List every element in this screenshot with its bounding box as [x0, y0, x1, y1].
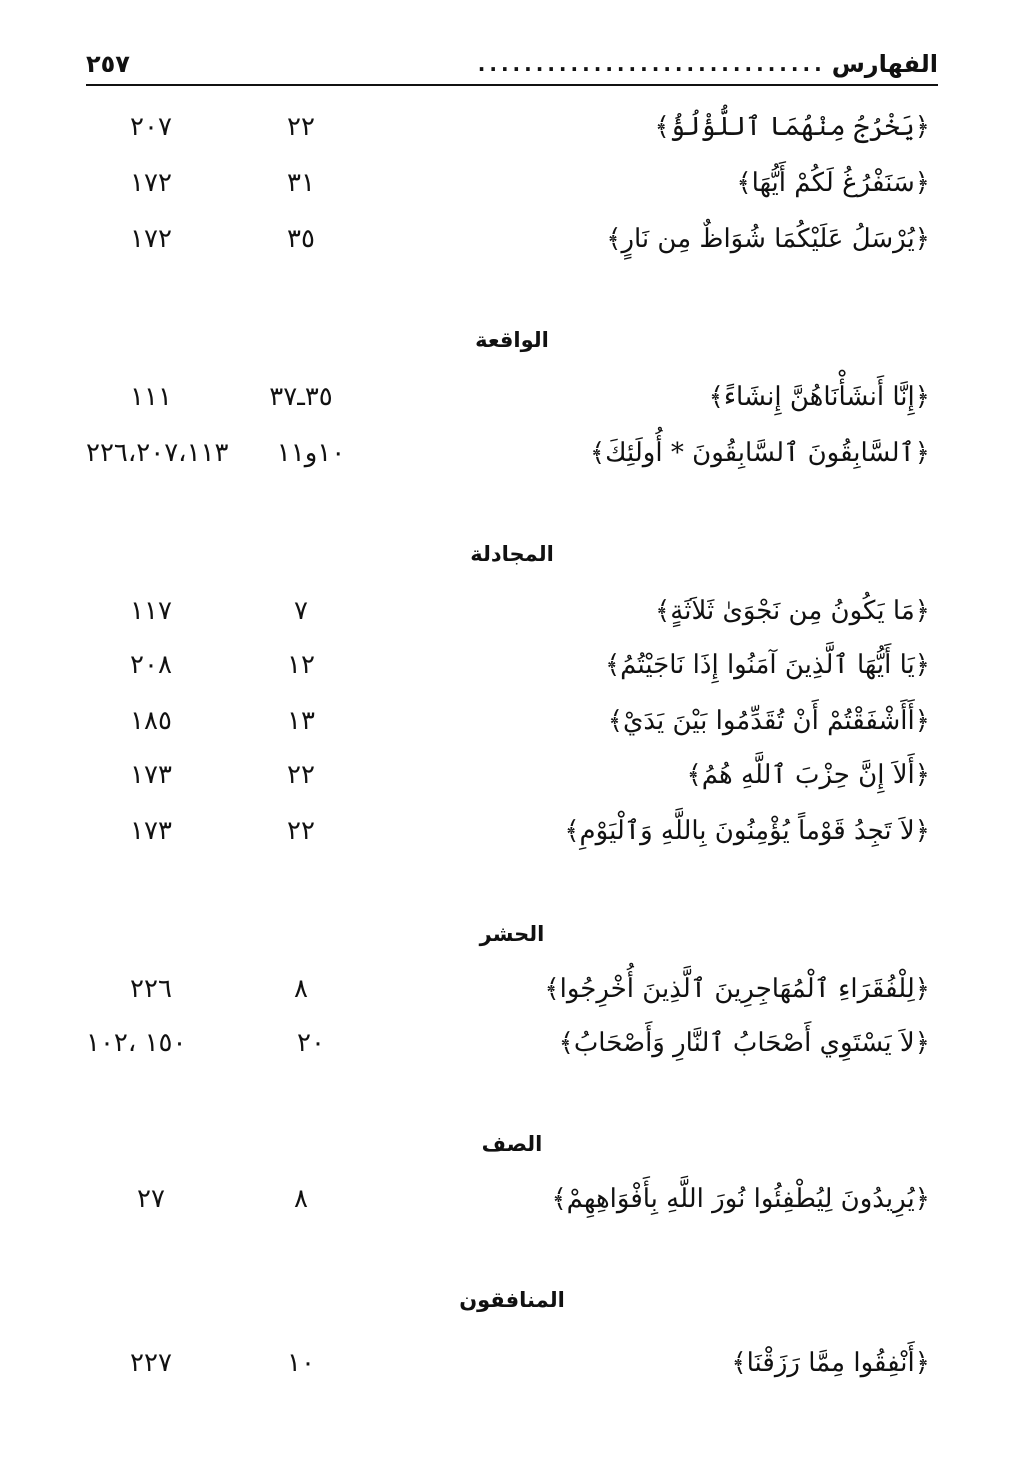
page-references: ١١١ [130, 382, 172, 412]
verse-text: ﴿أَنْفِقُوا مِمَّا رَزَقْنَا﴾ [731, 1348, 930, 1378]
page-references: ١٧٣ [130, 760, 172, 790]
ayah-number: ١٠ [287, 1348, 315, 1378]
header-leader-dots: .............................. [477, 52, 826, 76]
index-entry [86, 374, 938, 420]
page-references: ١١٧ [130, 596, 172, 626]
index-entry [86, 698, 938, 744]
page-references: ٢٢٦ [130, 974, 172, 1004]
page-references: ٢٢٦،٢٠٧،١١٣ [86, 438, 229, 468]
index-entry [86, 808, 938, 854]
page-references: ١٧٢ [130, 168, 172, 198]
verse-text: ﴿أَأَشْفَقْتُمْ أَنْ تُقَدِّمُوا بَيْنَ يَدَيْ﴾ [607, 706, 930, 736]
ayah-number: ٢٠ [297, 1028, 325, 1058]
page-references: ٢٠٨ [130, 650, 172, 680]
index-entry [86, 642, 938, 688]
page-references: ٢٧ [137, 1184, 165, 1214]
ayah-number: ٢٢ [287, 112, 315, 142]
verse-text: ﴿يُرِيدُونَ لِيُطْفِئُوا نُورَ اللَّهِ بِأَفْوَاهِهِمْ﴾ [551, 1184, 930, 1214]
surah-heading: المنافقون [459, 1288, 565, 1312]
surah-heading: الحشر [479, 922, 545, 946]
index-entry [86, 1020, 938, 1066]
verse-text: ﴿لِلْفُقَرَاءِ ٱلْمُهَاجِرِينَ ٱلَّذِينَ أُخْرِجُوا﴾ [544, 974, 930, 1004]
ayah-number: ١٢ [287, 650, 315, 680]
verse-text: ﴿يَخْرُجُ مِنْهُمَا ٱللُّؤْلُؤُ﴾ [654, 112, 930, 142]
index-entry [86, 588, 938, 634]
index-entry [86, 430, 938, 476]
ayah-number: ٢٢ [287, 816, 315, 846]
page-references: ٢٠٧ [130, 112, 172, 142]
ayah-number: ٧ [294, 596, 308, 626]
ayah-number: ٣٥ [287, 224, 315, 254]
page-references: ١٨٥ [130, 706, 172, 736]
verse-text: ﴿ٱلسَّابِقُونَ ٱلسَّابِقُونَ * أُولَئِكَ﴾ [589, 438, 930, 468]
ayah-number: ١٣ [287, 706, 315, 736]
running-header [86, 44, 938, 86]
verse-text: ﴿يُرْسَلُ عَلَيْكُمَا شُوَاظٌ مِن نَارٍ﴾ [606, 224, 930, 254]
surah-heading: الواقعة [475, 328, 549, 352]
index-entry [86, 104, 938, 150]
page-references: ١٧٢ [130, 224, 172, 254]
index-entry [86, 160, 938, 206]
header-title: الفهارس [831, 50, 938, 78]
ayah-number: ٢٢ [287, 760, 315, 790]
ayah-number: ٣١ [287, 168, 315, 198]
verse-text: ﴿لاَ يَسْتَوِي أَصْحَابُ ٱلنَّارِ وَأَصْحَابُ﴾ [558, 1028, 930, 1058]
index-entry [86, 1340, 938, 1386]
surah-heading: المجادلة [470, 542, 554, 566]
surah-heading: الصف [481, 1132, 543, 1156]
ayah-number: ٣٥ـ٣٧ [269, 382, 333, 412]
page-references: ٢٢٧ [130, 1348, 172, 1378]
verse-text: ﴿لاَ تَجِدُ قَوْماً يُؤْمِنُونَ بِاللَّهِ وَٱلْيَوْمِ﴾ [564, 816, 930, 846]
index-entry [86, 966, 938, 1012]
verse-text: ﴿إِنَّا أَنشَأْنَاهُنَّ إِنشَاءً﴾ [708, 382, 930, 412]
verse-text: ﴿يَا أَيُّهَا ٱلَّذِينَ آمَنُوا إِذَا نَاجَيْتُمُ﴾ [604, 650, 930, 680]
verse-text: ﴿أَلاَ إِنَّ حِزْبَ ٱللَّهِ هُمُ﴾ [686, 760, 930, 790]
page-references: ١٥٠ ،١٠٢ [86, 1028, 187, 1058]
verse-text: ﴿سَنَفْرُغُ لَكُمْ أَيُّهَا﴾ [736, 168, 930, 198]
index-entry [86, 752, 938, 798]
index-entry [86, 1176, 938, 1222]
ayah-number: ١٠و١١ [276, 438, 346, 468]
index-entry [86, 216, 938, 262]
verse-text: ﴿مَا يَكُونُ مِن نَجْوَىٰ ثَلاَثَةٍ﴾ [655, 596, 930, 626]
page-references: ١٧٣ [130, 816, 172, 846]
ayah-number: ٨ [294, 1184, 308, 1214]
ayah-number: ٨ [294, 974, 308, 1004]
page-number: ٢٥٧ [86, 50, 130, 78]
